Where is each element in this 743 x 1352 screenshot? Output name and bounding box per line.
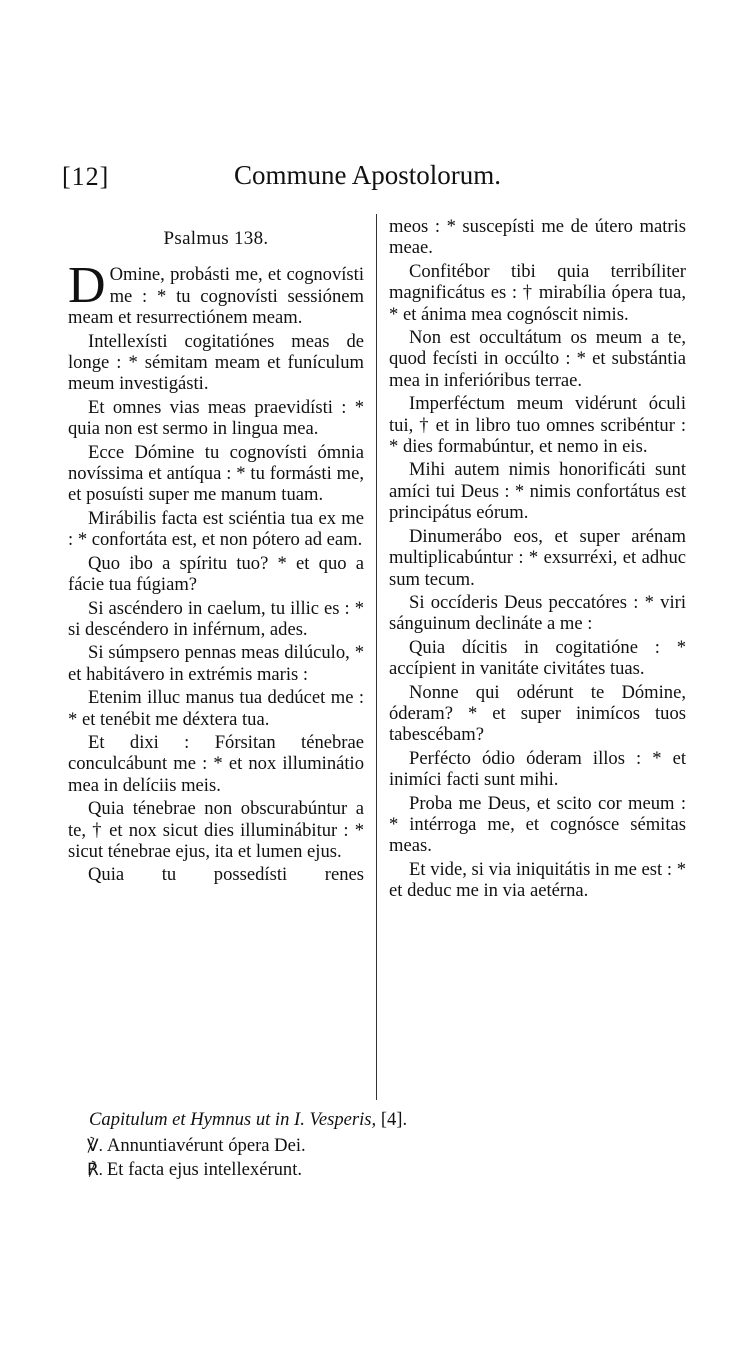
verse-10: Et dixi : Fórsitan ténebrae conculcábunt me : * et nox illuminátio mea in delíciis meis. — [68, 731, 364, 796]
versicle-line — [87, 1134, 689, 1157]
verse-2: Intellexísti cogitatiónes meas de longe : * sémitam meam et funículum meum investigásti. — [68, 330, 364, 395]
versicle-symbol-icon: ℣. — [87, 1136, 103, 1155]
verse-7: Si ascéndero in caelum, tu illic es : * si descéndero in inférnum, ades. — [68, 597, 364, 640]
verse-15: Imperféctum meum vidérunt óculi tui, † et in libro tuo omnes scribéntur : * dies formabúntur, et nemo in eis. — [389, 393, 686, 458]
response-text: Et facta ejus intellexérunt. — [106, 1159, 303, 1180]
verse-text: Omine, probásti me, et cognovísti me : * tu cognovísti sessiónem meam et resurrectiónem meam. — [68, 264, 364, 329]
verse-23: Et vide, si via iniquitátis in me est : * et deduc me in via aetérna. — [389, 858, 686, 902]
running-title: Commune Apostolorum. — [234, 160, 502, 190]
verse-22: Proba me Deus, et scito cor meum : * intérroga me, et cognósce sémitas meas. — [389, 792, 686, 857]
left-column — [68, 216, 364, 888]
verse-13: Confitébor tibi quia terribíliter magnificátus es : † mirabília ópera tua, * et ánima mea cognóscit nimis. — [389, 260, 686, 325]
verse-18: Si occíderis Deus peccatóres : * viri sánguinum declináte a me : — [389, 591, 686, 635]
response-line — [87, 1158, 689, 1181]
verse-8: Si súmpsero pennas meas dilúculo, * et habitávero in extrémis maris : — [68, 642, 364, 685]
verse-16: Mihi autem nimis honorificáti sunt amíci tui Deus : * nimis confortátus est principátus eórum. — [389, 459, 686, 524]
rubric-line — [89, 1108, 689, 1131]
verse-17: Dinumerábo eos, et super arénam multiplicabúntur : * exsurréxi, et adhuc sum tecum. — [389, 525, 686, 590]
page-header — [62, 160, 683, 196]
drop-cap: D — [68, 257, 106, 315]
psalm-title: Psalmus 138. — [163, 228, 269, 249]
right-column — [389, 216, 686, 904]
verse-1 — [68, 257, 364, 329]
page-number: [12] — [62, 162, 110, 191]
verse-12-start: Quia tu possedísti renes — [88, 864, 364, 886]
response-symbol-icon: ℟. — [87, 1160, 103, 1179]
rubric-reference: [4]. — [380, 1109, 408, 1130]
verse-12-end: meos : * suscepísti me de útero matris meae. — [389, 216, 686, 259]
verse-9: Etenim illuc manus tua dedúcet me : * et tenébit me déxtera tua. — [68, 687, 364, 730]
office-footer — [89, 1108, 689, 1181]
verse-20: Nonne qui odérunt te Dómine, óderam? * et super inimícos tuos tabescébam? — [389, 681, 686, 746]
verse-11: Quia ténebrae non obscurabúntur a te, † et nox sicut dies illuminábitur : * sicut ténebrae ejus, ita et lumen ejus. — [68, 798, 364, 862]
verse-19: Quia dícitis in cogitatióne : * accípient in vanitáte civitátes tuas. — [389, 636, 686, 680]
verse-14: Non est occultátum os meum a te, quod fecísti in occúlto : * et substántia mea in inferióribus terrae. — [389, 327, 686, 391]
verse-5: Mirábilis facta est sciéntia tua ex me : * confortáta est, et non pótero ad eam. — [68, 507, 364, 551]
verse-4: Ecce Dómine tu cognovísti ómnia novíssima et antíqua : * tu formásti me, et posuísti super me manum tuam. — [68, 441, 364, 506]
rubric-text: Capitulum et Hymnus ut in I. Vesperis, — [89, 1109, 377, 1130]
verse-21: Perfécto ódio óderam illos : * et inimíci facti sunt mihi. — [389, 747, 686, 791]
verse-6: Quo ibo a spíritu tuo? * et quo a fácie tua fúgiam? — [68, 552, 364, 596]
column-divider — [376, 214, 377, 1100]
versicle-text: Annuntiavérunt ópera Dei. — [106, 1135, 306, 1156]
verse-3: Et omnes vias meas praevidísti : * quia non est sermo in lingua mea. — [68, 396, 364, 440]
